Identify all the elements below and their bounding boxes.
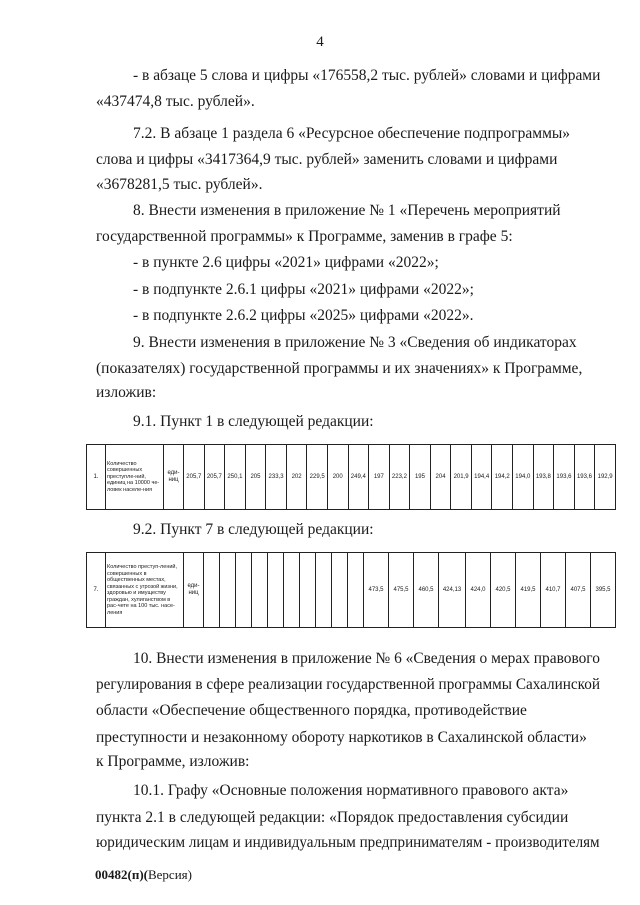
table-cell-value: 205	[245, 445, 266, 510]
table-cell-value	[316, 553, 332, 628]
table-cell-num: 7.	[87, 553, 106, 628]
table-cell-value: 193,6	[554, 445, 575, 510]
table-cell-value: 250,1	[225, 445, 246, 510]
table-cell-value: 193,8	[533, 445, 554, 510]
table-cell-value: 194,0	[513, 445, 534, 510]
footer-code: 00482(п)(	[95, 867, 148, 882]
text-line: - в подпункте 2.6.1 цифры «2021» цифрами «2022»;	[133, 281, 474, 298]
text-line: юридическим лицам и индивидуальным предпринимателям - производителям	[96, 834, 600, 851]
text-line: преступности и незаконному обороту наркотиков в Сахалинской области»	[96, 729, 587, 746]
text-line: - в пункте 2.6 цифры «2021» цифрами «2022»;	[133, 254, 439, 271]
table-cell-value	[268, 553, 284, 628]
text-line: 9. Внести изменения в приложение № 3 «Сведения об индикаторах	[133, 334, 577, 351]
text-line: слова и цифры «3417364,9 тыс. рублей» заменить словами и цифрами	[96, 151, 558, 168]
table-cell-value: 410,7	[541, 553, 566, 628]
table-cell-value: 200	[327, 445, 348, 510]
table-cell-value: 192,9	[595, 445, 616, 510]
table-row	[87, 553, 616, 628]
indicator-table-2	[86, 552, 616, 628]
table-cell-value: 460,5	[414, 553, 439, 628]
table-cell-value: 420,5	[491, 553, 516, 628]
table-cell-value: 201,9	[451, 445, 472, 510]
table-cell-value: 205,7	[184, 445, 205, 510]
text-line: - в абзаце 5 слова и цифры «176558,2 тыс. рублей» словами и цифрами	[133, 67, 601, 84]
text-line: изложив:	[96, 384, 157, 401]
text-line: регулирования в сфере реализации государственной программы Сахалинской	[96, 676, 601, 693]
table-cell-value: 424,13	[439, 553, 466, 628]
table-cell-value: 195	[410, 445, 431, 510]
table-cell-value	[332, 553, 348, 628]
table-cell-unit: еди-ниц	[184, 553, 204, 628]
table-cell-value: 204	[430, 445, 451, 510]
table-cell-value: 233,3	[266, 445, 287, 510]
table-cell-value: 194,4	[471, 445, 492, 510]
table-cell-unit: еди-ниц	[164, 445, 184, 510]
text-line: пункта 2.1 в следующей редакции: «Порядок предоставления субсидии	[96, 809, 569, 826]
table-cell-value: 249,4	[348, 445, 369, 510]
text-line: 9.2. Пункт 7 в следующей редакции:	[133, 521, 374, 538]
table-cell-value	[300, 553, 316, 628]
text-line: 7.2. В абзаце 1 раздела 6 «Ресурсное обеспечение подпрограммы»	[133, 125, 571, 142]
table-cell-value: 475,5	[389, 553, 414, 628]
footer-version: Версия)	[147, 867, 192, 882]
text-line: 10.1. Графу «Основные положения нормативного правового акта»	[133, 782, 569, 799]
table-cell-name: Количество преступ-лений, совершенных в общественных местах, связанных с угрозой жизни, здоровью и имуществу граждан, хулиганством в рас-чете на 100 тыс. насе-ления	[106, 553, 184, 628]
table-cell-value: 473,5	[364, 553, 389, 628]
table-cell-value: 229,5	[307, 445, 328, 510]
text-line: 8. Внести изменения в приложение № 1 «Перечень мероприятий	[133, 202, 561, 219]
table-cell-value: 193,6	[574, 445, 595, 510]
table-cell-value: 205,7	[204, 445, 225, 510]
indicator-table-1	[86, 444, 616, 510]
table-cell-value: 395,5	[591, 553, 616, 628]
text-line: области «Обеспечение общественного порядка, противодействие	[96, 702, 527, 719]
text-line: государственной программы» к Программе, заменив в графе 5:	[96, 228, 513, 245]
text-line: «3678281,5 тыс. рублей».	[96, 176, 263, 193]
table-cell-value	[220, 553, 236, 628]
text-line: «437474,8 тыс. рублей».	[96, 93, 255, 110]
text-line: 10. Внести изменения в приложение № 6 «Сведения о мерах правового	[133, 650, 600, 667]
text-line: 9.1. Пункт 1 в следующей редакции:	[133, 413, 374, 430]
table-cell-num: 1.	[87, 445, 106, 510]
text-line: к Программе, изложив:	[96, 753, 250, 770]
table-cell-value	[252, 553, 268, 628]
table-cell-name: Количество совершенных преступле-ний, единиц на 10000 че-ловек населе-ния	[106, 445, 164, 510]
table-cell-value	[236, 553, 252, 628]
text-line: (показателях) государственной программы и их значениях» к Программе,	[96, 360, 583, 377]
table-cell-value: 194,2	[492, 445, 513, 510]
page-number: 4	[316, 34, 324, 50]
table-row	[87, 445, 616, 510]
table-cell-value: 197	[369, 445, 390, 510]
table-cell-value: 223,2	[389, 445, 410, 510]
text-line: - в подпункте 2.6.2 цифры «2025» цифрами «2022».	[133, 307, 474, 324]
table-cell-value	[284, 553, 300, 628]
table-cell-value: 407,5	[566, 553, 591, 628]
table-cell-value	[348, 553, 364, 628]
table-cell-value	[204, 553, 220, 628]
table-cell-value: 419,5	[516, 553, 541, 628]
table-cell-value: 424,0	[466, 553, 491, 628]
document-footer	[95, 867, 192, 883]
table-cell-value: 202	[286, 445, 307, 510]
